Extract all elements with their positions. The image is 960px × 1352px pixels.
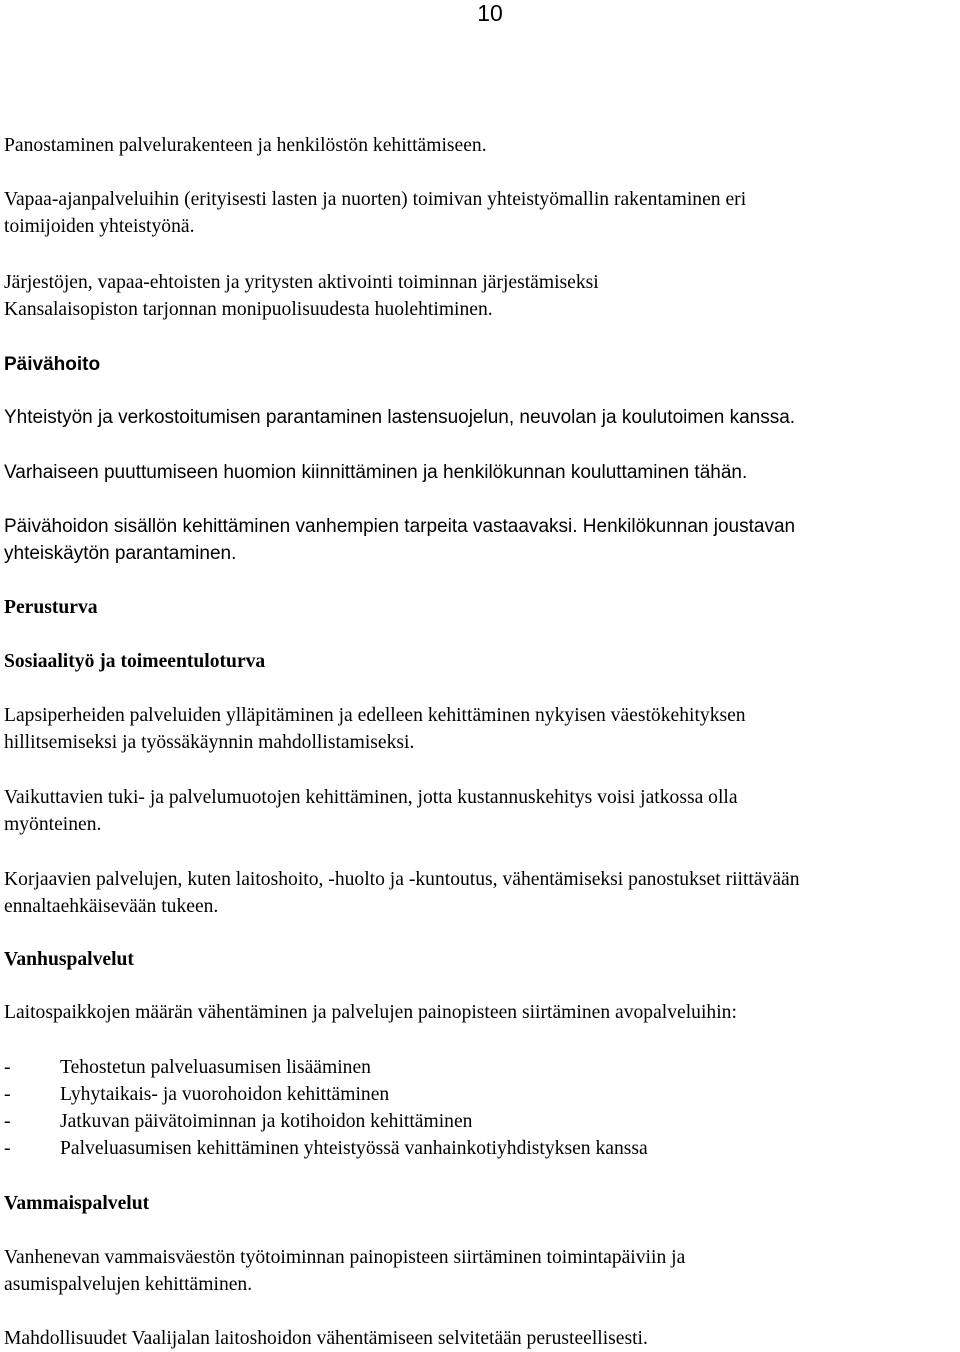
paragraph-paivahoidon-sisalto-line1: Päivähoidon sisällön kehittäminen vanhempien tarpeita vastaavaksi. Henkilökunnan joustavan xyxy=(4,516,796,537)
list-item: Palveluasumisen kehittäminen yhteistyössä vanhainkotiyhdistyksen kanssa xyxy=(60,1138,648,1159)
paragraph-lapsiperheet-line1: Lapsiperheiden palveluiden ylläpitäminen ja edelleen kehittäminen nykyisen väestökehityksen xyxy=(4,705,746,726)
paragraph-vammaisvaesto-line2: asumispalvelujen kehittäminen. xyxy=(4,1274,253,1295)
paragraph-paivahoidon-sisalto-line2: yhteiskäytön parantaminen. xyxy=(4,543,237,564)
heading-vammaispalvelut: Vammaispalvelut xyxy=(4,1193,150,1214)
paragraph-vammaisvaesto-line1: Vanhenevan vammaisväestön työtoiminnan painopisteen siirtäminen toimintapäiviin ja xyxy=(4,1247,686,1268)
list-marker: - xyxy=(4,1111,11,1132)
heading-vanhuspalvelut: Vanhuspalvelut xyxy=(4,949,134,970)
heading-sosiaalityo: Sosiaalityö ja toimeentuloturva xyxy=(4,651,266,672)
heading-perusturva: Perusturva xyxy=(4,597,98,618)
paragraph-laitospaikat: Laitospaikkojen määrän vähentäminen ja palvelujen painopisteen siirtäminen avopalveluihin: xyxy=(4,1002,737,1023)
paragraph-korjaavat-line1: Korjaavien palvelujen, kuten laitoshoito, -huolto ja -kuntoutus, vähentämiseksi panostukset riittävään xyxy=(4,869,800,890)
paragraph-vaalijala: Mahdollisuudet Vaalijalan laitoshoidon vähentämiseen selvitetään perusteellisesti. xyxy=(4,1328,648,1349)
paragraph-vaikuttavat-line1: Vaikuttavien tuki- ja palvelumuotojen kehittäminen, jotta kustannuskehitys voisi jatkossa olla xyxy=(4,787,738,808)
heading-paivahoito: Päivähoito xyxy=(4,354,101,375)
paragraph-korjaavat-line2: ennaltaehkäisevään tukeen. xyxy=(4,896,219,917)
paragraph-yhteistyo: Yhteistyön ja verkostoitumisen parantaminen lastensuojelun, neuvolan ja koulutoimen kanssa. xyxy=(4,407,796,428)
list-item: Tehostetun palveluasumisen lisääminen xyxy=(60,1057,371,1078)
list-marker: - xyxy=(4,1057,11,1078)
paragraph-lapsiperheet-line2: hillitsemiseksi ja työssäkäynnin mahdollistamiseksi. xyxy=(4,732,415,753)
list-marker: - xyxy=(4,1138,11,1159)
page-number: 10 xyxy=(477,0,503,26)
paragraph-vapaa-ajanpalvelut-line1: Vapaa-ajanpalveluihin (erityisesti lasten ja nuorten) toimivan yhteistyömallin rakentaminen eri xyxy=(4,189,747,210)
paragraph-jarjestot-line2: Kansalaisopiston tarjonnan monipuolisuudesta huolehtiminen. xyxy=(4,299,493,320)
list-item: Lyhytaikais- ja vuorohoidon kehittäminen xyxy=(60,1084,390,1105)
paragraph-varhainen-puuttuminen: Varhaiseen puuttumiseen huomion kiinnittäminen ja henkilökunnan kouluttaminen tähän. xyxy=(4,462,748,483)
paragraph-vaikuttavat-line2: myönteinen. xyxy=(4,814,102,835)
list-item: Jatkuvan päivätoiminnan ja kotihoidon kehittäminen xyxy=(60,1111,473,1132)
paragraph-jarjestot-line1: Järjestöjen, vapaa-ehtoisten ja yritysten aktivointi toiminnan järjestämiseksi xyxy=(4,272,599,293)
paragraph-vapaa-ajanpalvelut-line2: toimijoiden yhteistyönä. xyxy=(4,216,195,237)
list-marker: - xyxy=(4,1084,11,1105)
paragraph-palvelurakenne: Panostaminen palvelurakenteen ja henkilöstön kehittämiseen. xyxy=(4,135,487,156)
